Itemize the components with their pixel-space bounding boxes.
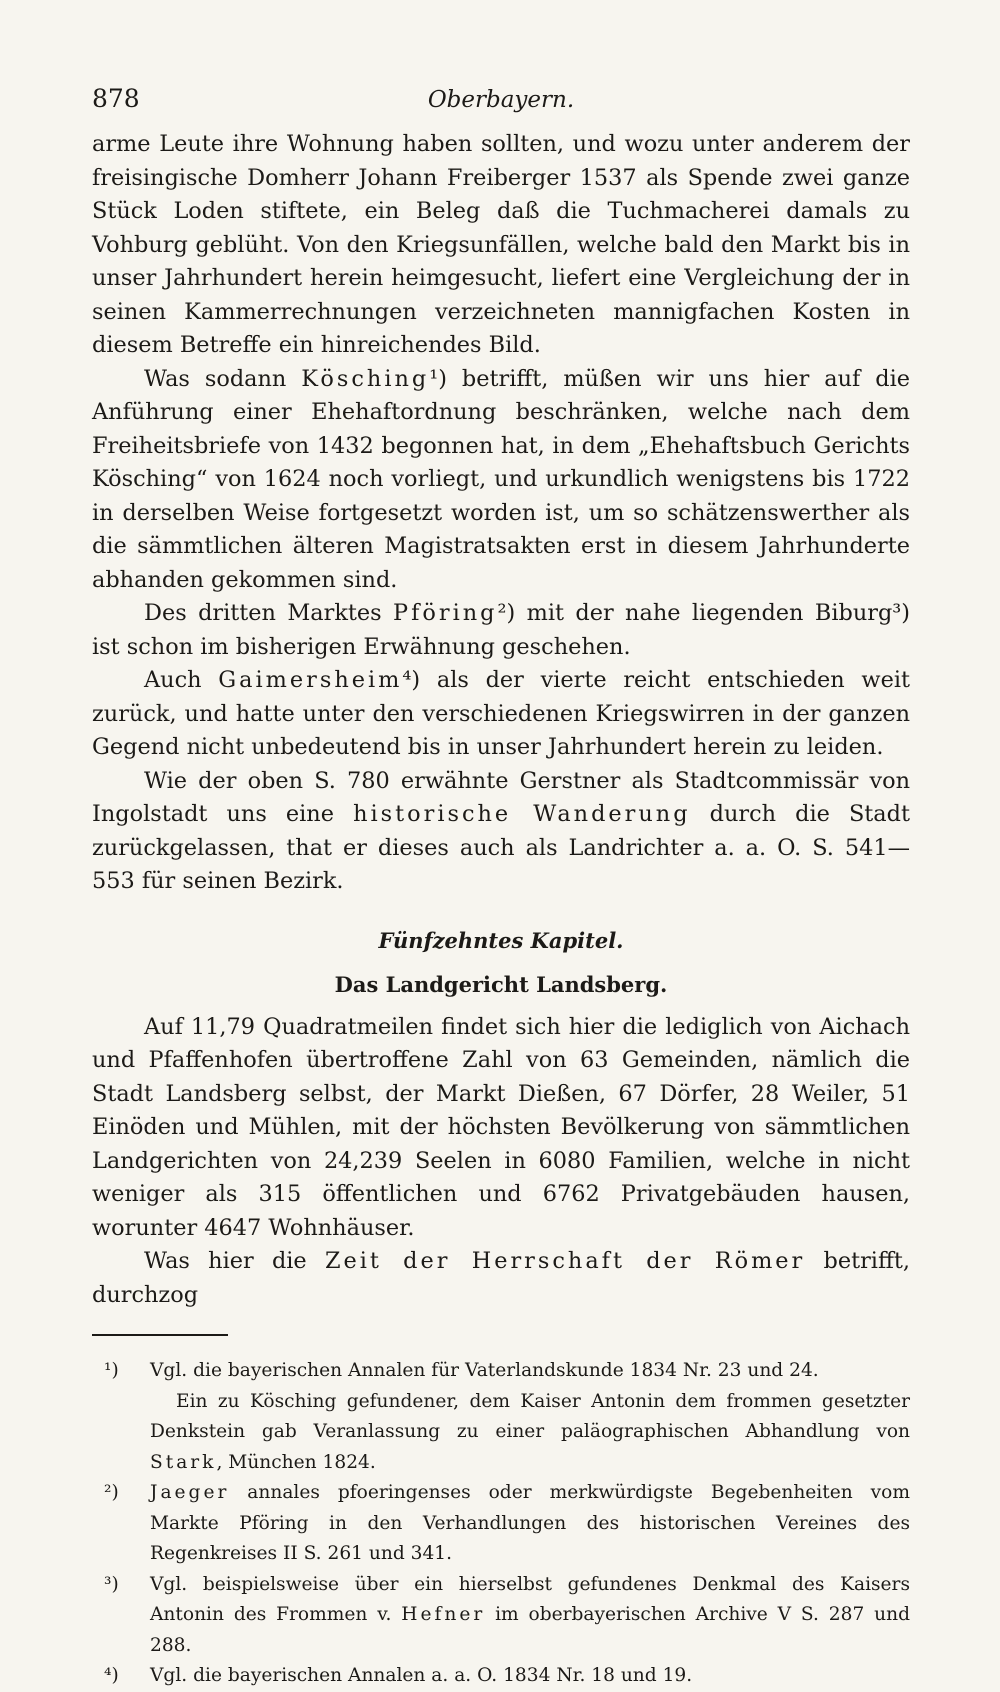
footnote-body	[150, 1356, 910, 1478]
footnote-body	[150, 1570, 910, 1662]
running-head: Oberbayern.	[427, 87, 575, 113]
page-header	[92, 84, 910, 128]
paragraph-3-part-c: ²) mit der nahe liegenden Biburg³) ist schon im bisherigen Erwähnung geschehen.	[92, 600, 910, 660]
paragraph-2-part-c: ¹) betrifft, müßen wir uns hier auf die Anführung einer Ehehaftordnung beschränken, welche nach dem Freiheitsbriefe von 1432 begonnen hat, in dem „Ehehaftsbuch Gerichts Kösching“ von 1624 noch vorliegt, und urkundlich wenigstens bis 1722 in derselben Weise fortgesetzt worden ist, um so schätzenswerther als die sämmtlichen älteren Magistratsakten erst in diesem Jahrhunderte abhanden gekommen sind.	[92, 365, 910, 593]
footnote-mark: ³)	[104, 1573, 119, 1595]
footnote-1-continuation	[150, 1387, 910, 1479]
footnote-mark: ⁴)	[104, 1665, 119, 1686]
paragraph-5-part-a: Wie der oben S. 780 erwähnte Gerstner als Stadtcommissär von Ingolstadt uns eine	[92, 767, 910, 827]
paragraph-4	[92, 664, 910, 765]
page-number: 878	[92, 84, 140, 113]
paragraph-5	[92, 765, 910, 899]
paragraph-5-part-c: durch die Stadt zurückgelassen, that er dieses auch als Landrichter a. a. O. S. 541—553 für seinen Bezirk.	[92, 801, 910, 894]
paragraph-7	[92, 1245, 910, 1312]
main-text	[92, 128, 910, 899]
place-name-pfoering: Pföring	[393, 600, 498, 626]
paragraph-3	[92, 597, 910, 664]
author-name-hefner: Hefner	[401, 1604, 486, 1625]
paragraph-1: arme Leute ihre Wohnung haben sollten, und wozu unter anderem der freisingische Domherr Johann Freiberger 1537 als Spende zwei ganze Stück Loden stiftete, ein Beleg daß die Tuchmacherei damals zu Vohburg geblüht. Von den Kriegsunfällen, welche bald den Markt bis in unser Jahrhundert herein heimgesucht, liefert eine Vergleichung der in seinen Kammerrechnungen verzeichneten mannigfachen Kosten in diesem Betreffe ein hinreichendes Bild.	[92, 131, 910, 358]
work-title-historische-wanderung: historische Wanderung	[353, 801, 691, 827]
footnote-separator	[92, 1334, 228, 1336]
footnote-1	[92, 1356, 910, 1478]
footnote-1-line: Vgl. die bayerischen Annalen für Vaterlandskunde 1834 Nr. 23 und 24.	[150, 1360, 819, 1381]
place-name-gaimersheim: Gaimersheim	[218, 667, 403, 693]
chapter-heading: Fünfzehntes Kapitel.	[378, 927, 624, 953]
chapter-text	[92, 1011, 910, 1313]
footnote-1-cont-c: , München 1824.	[216, 1451, 376, 1473]
footnote-body	[150, 1661, 910, 1692]
paragraph-4-part-c: ⁴) als der vierte reicht entschieden weit zurück, und hatte unter den verschiedenen Kriegswirren in der ganzen Gegend nicht unbedeutend bis in unser Jahrhundert herein zu leiden.	[92, 667, 910, 760]
paragraph-3-part-a: Des dritten Marktes	[144, 600, 394, 626]
author-name-stark: Stark	[150, 1451, 217, 1473]
paragraph-2-part-a: Was sodann	[144, 365, 302, 392]
footnote-2	[92, 1478, 910, 1570]
paragraph-2	[92, 363, 910, 598]
footnote-1-cont-a: Ein zu Kösching gefundener, dem Kaiser Antonin dem frommen gesetzter Denkstein gab Veranlassung zu einer paläographischen Abhandlung von	[150, 1390, 910, 1442]
footnote-2-text	[150, 1478, 910, 1570]
footnote-body	[150, 1478, 910, 1570]
footnotes	[92, 1356, 910, 1692]
footnote-3	[92, 1570, 910, 1662]
footnote-mark: ¹)	[104, 1360, 119, 1381]
book-page	[92, 84, 910, 1692]
footnote-3-part-c: im oberbayerischen Archive V S. 287 und 288.	[150, 1604, 910, 1656]
author-name-jaeger: Jaeger	[150, 1482, 230, 1503]
paragraph-6: Auf 11,79 Quadratmeilen findet sich hier die lediglich von Aichach und Pfaffenhofen übertroffene Zahl von 63 Gemeinden, nämlich die Stadt Landsberg selbst, der Markt Dießen, 67 Dörfer, 28 Weiler, 51 Einöden und Mühlen, mit der höchsten Bevölkerung von sämmtlichen Landgerichten von 24,239 Seelen in 6080 Familien, welche in nicht weniger als 315 öffentlichen und 6762 Privatgebäuden hausen, worunter 4647 Wohnhäuser.	[92, 1013, 910, 1241]
footnote-4-text: Vgl. die bayerischen Annalen a. a. O. 1834 Nr. 18 und 19.	[150, 1665, 693, 1686]
footnote-4	[92, 1661, 910, 1692]
footnote-3-text	[150, 1570, 910, 1662]
section-title: Das Landgericht Landsberg.	[334, 971, 668, 997]
phrase-roman-rule: Zeit der Herrschaft der Römer	[324, 1248, 806, 1274]
paragraph-4-part-a: Auch	[144, 667, 219, 693]
place-name-koesching: Kösching	[301, 365, 430, 392]
footnote-2-rest: annales pfoeringenses oder merkwürdigste Begebenheiten vom Markte Pföring in den Verhandlungen des historischen Vereines des Regenkreises II S. 261 und 341.	[150, 1482, 910, 1564]
paragraph-7-part-a: Was hier die	[144, 1248, 325, 1274]
footnote-3-part-a: Vgl. beispielsweise über ein hierselbst gefundenes Denkmal des Kaisers Antonin des Frommen v.	[150, 1573, 910, 1625]
paragraph-7-part-c: betrifft, durchzog	[92, 1248, 910, 1308]
footnote-mark: ²)	[104, 1482, 119, 1503]
